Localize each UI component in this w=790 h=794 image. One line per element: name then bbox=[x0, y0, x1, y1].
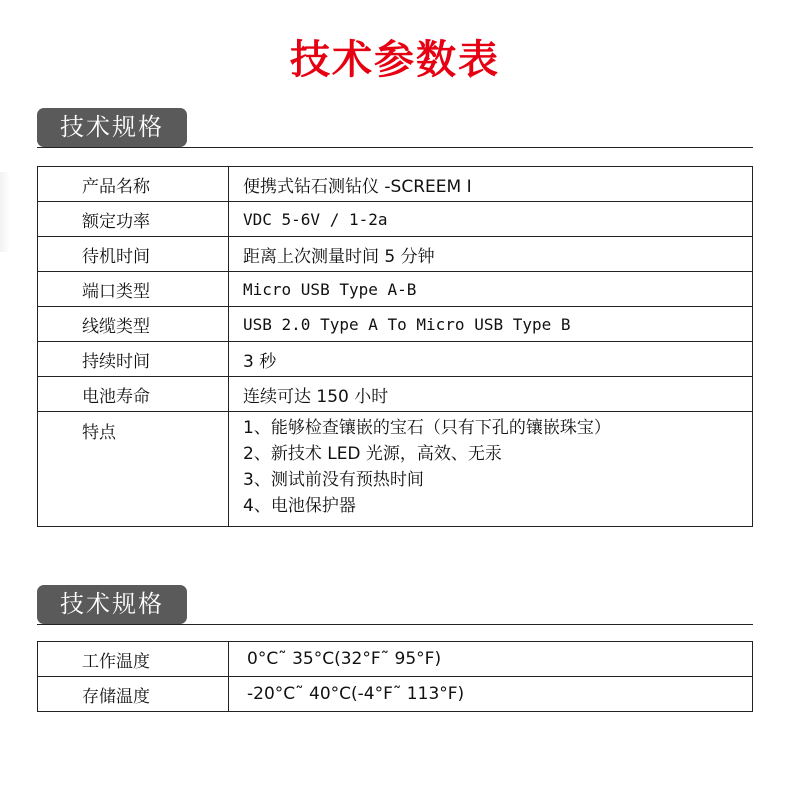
row-label: 工作温度 bbox=[38, 642, 229, 677]
row-value: 距离上次测量时间 5 分钟 bbox=[229, 237, 753, 272]
table-row bbox=[38, 642, 753, 677]
row-label: 待机时间 bbox=[38, 237, 229, 272]
left-edge-decoration bbox=[0, 172, 10, 252]
row-value: 3 秒 bbox=[229, 342, 753, 377]
row-value: Micro USB Type A-B bbox=[229, 272, 753, 307]
row-value: VDC 5-6V / 1-2a bbox=[229, 202, 753, 237]
row-label: 产品名称 bbox=[38, 167, 229, 202]
features-list bbox=[229, 412, 753, 527]
table-row bbox=[38, 272, 753, 307]
row-label: 存储温度 bbox=[38, 677, 229, 712]
row-value: 连续可达 150 小时 bbox=[229, 377, 753, 412]
row-label: 端口类型 bbox=[38, 272, 229, 307]
row-value: 0°C˜ 35°C(32°F˜ 95°F) bbox=[229, 642, 753, 677]
row-value: USB 2.0 Type A To Micro USB Type B bbox=[229, 307, 753, 342]
row-value: 便携式钻石测钻仪 -SCREEM I bbox=[229, 167, 753, 202]
page-title: 技术参数表 bbox=[290, 37, 500, 83]
section-tag-temperature: 技术规格 bbox=[37, 585, 187, 624]
row-label: 特点 bbox=[38, 412, 229, 527]
feature-item: 3、测试前没有预热时间 bbox=[243, 470, 424, 490]
table-row bbox=[38, 677, 753, 712]
row-label: 额定功率 bbox=[38, 202, 229, 237]
table-row bbox=[38, 342, 753, 377]
row-value: -20°C˜ 40°C(-4°F˜ 113°F) bbox=[229, 677, 753, 712]
table-row bbox=[38, 307, 753, 342]
row-label: 持续时间 bbox=[38, 342, 229, 377]
table-row-features bbox=[38, 412, 753, 527]
feature-item: 4、电池保护器 bbox=[243, 496, 356, 516]
table-row bbox=[38, 237, 753, 272]
row-label: 电池寿命 bbox=[38, 377, 229, 412]
section-tag-specs: 技术规格 bbox=[37, 108, 187, 147]
feature-item: 1、能够检查镶嵌的宝石（只有下孔的镶嵌珠宝） bbox=[243, 418, 611, 438]
temperature-table bbox=[37, 641, 753, 712]
table-row bbox=[38, 167, 753, 202]
table-row bbox=[38, 202, 753, 237]
feature-item: 2、新技术 LED 光源，高效、无汞 bbox=[243, 444, 502, 464]
specs-table bbox=[37, 166, 753, 527]
row-label: 线缆类型 bbox=[38, 307, 229, 342]
table-row bbox=[38, 377, 753, 412]
section-divider bbox=[37, 624, 753, 625]
section-divider bbox=[37, 147, 753, 148]
